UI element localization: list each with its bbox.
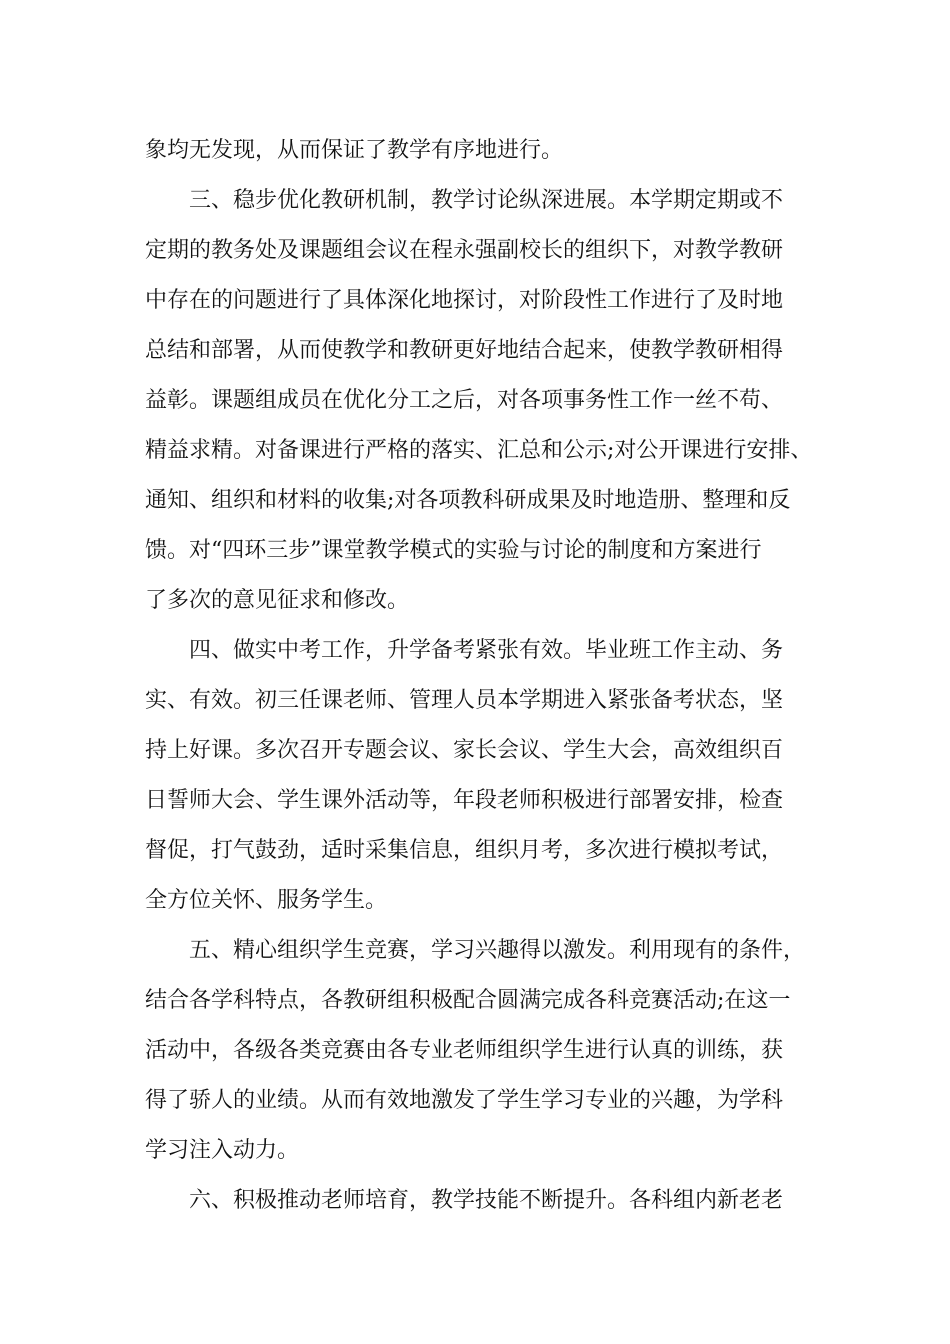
- text-line: 中存在的问题进行了具体深化地探讨，对阶段性工作进行了及时地: [145, 288, 784, 313]
- text-line: 了多次的意见征求和修改。: [145, 588, 410, 613]
- text-line: 通知、组织和材料的收集;对各项教科研成果及时地造册、整理和反: [145, 488, 791, 513]
- text-line: 持上好课。多次召开专题会议、家长会议、学生大会，高效组织百: [145, 738, 784, 763]
- text-line: 馈。对“四环三步”课堂教学模式的实验与讨论的制度和方案进行: [145, 538, 762, 563]
- text-line: 象均无发现，从而保证了教学有序地进行。: [145, 138, 564, 163]
- text-line: 学习注入动力。: [145, 1138, 300, 1163]
- text-line: 督促，打气鼓劲，适时采集信息，组织月考，多次进行模拟考试，: [145, 838, 784, 863]
- text-line: 总结和部署，从而使教学和教研更好地结合起来，使教学教研相得: [145, 338, 784, 363]
- text-line: 益彰。课题组成员在优化分工之后，对各项事务性工作一丝不苟、: [145, 388, 784, 413]
- text-line: 实、有效。初三任课老师、管理人员本学期进入紧张备考状态，坚: [145, 688, 784, 713]
- text-line: 四、做实中考工作，升学备考紧张有效。毕业班工作主动、务: [145, 638, 784, 663]
- text-line: 结合各学科特点，各教研组积极配合圆满完成各科竞赛活动;在这一: [145, 988, 791, 1013]
- text-line: 精益求精。对备课进行严格的落实、汇总和公示;对公开课进行安排、: [145, 438, 813, 463]
- text-line: 三、稳步优化教研机制，教学讨论纵深进展。本学期定期或不: [145, 188, 784, 213]
- text-line: 日誓师大会、学生课外活动等，年段老师积极进行部署安排，检查: [145, 788, 784, 813]
- text-line: 全方位关怀、服务学生。: [145, 888, 388, 913]
- text-line: 定期的教务处及课题组会议在程永强副校长的组织下，对教学教研: [145, 238, 784, 263]
- text-line: 活动中，各级各类竞赛由各专业老师组织学生进行认真的训练，获: [145, 1038, 784, 1063]
- text-line: 六、积极推动老师培育，教学技能不断提升。各科组内新老老: [145, 1188, 784, 1213]
- body-text: [145, 126, 830, 1226]
- text-line: 得了骄人的业绩。从而有效地激发了学生学习专业的兴趣，为学科: [145, 1088, 784, 1113]
- text-line: 五、精心组织学生竞赛，学习兴趣得以激发。利用现有的条件，: [145, 938, 806, 963]
